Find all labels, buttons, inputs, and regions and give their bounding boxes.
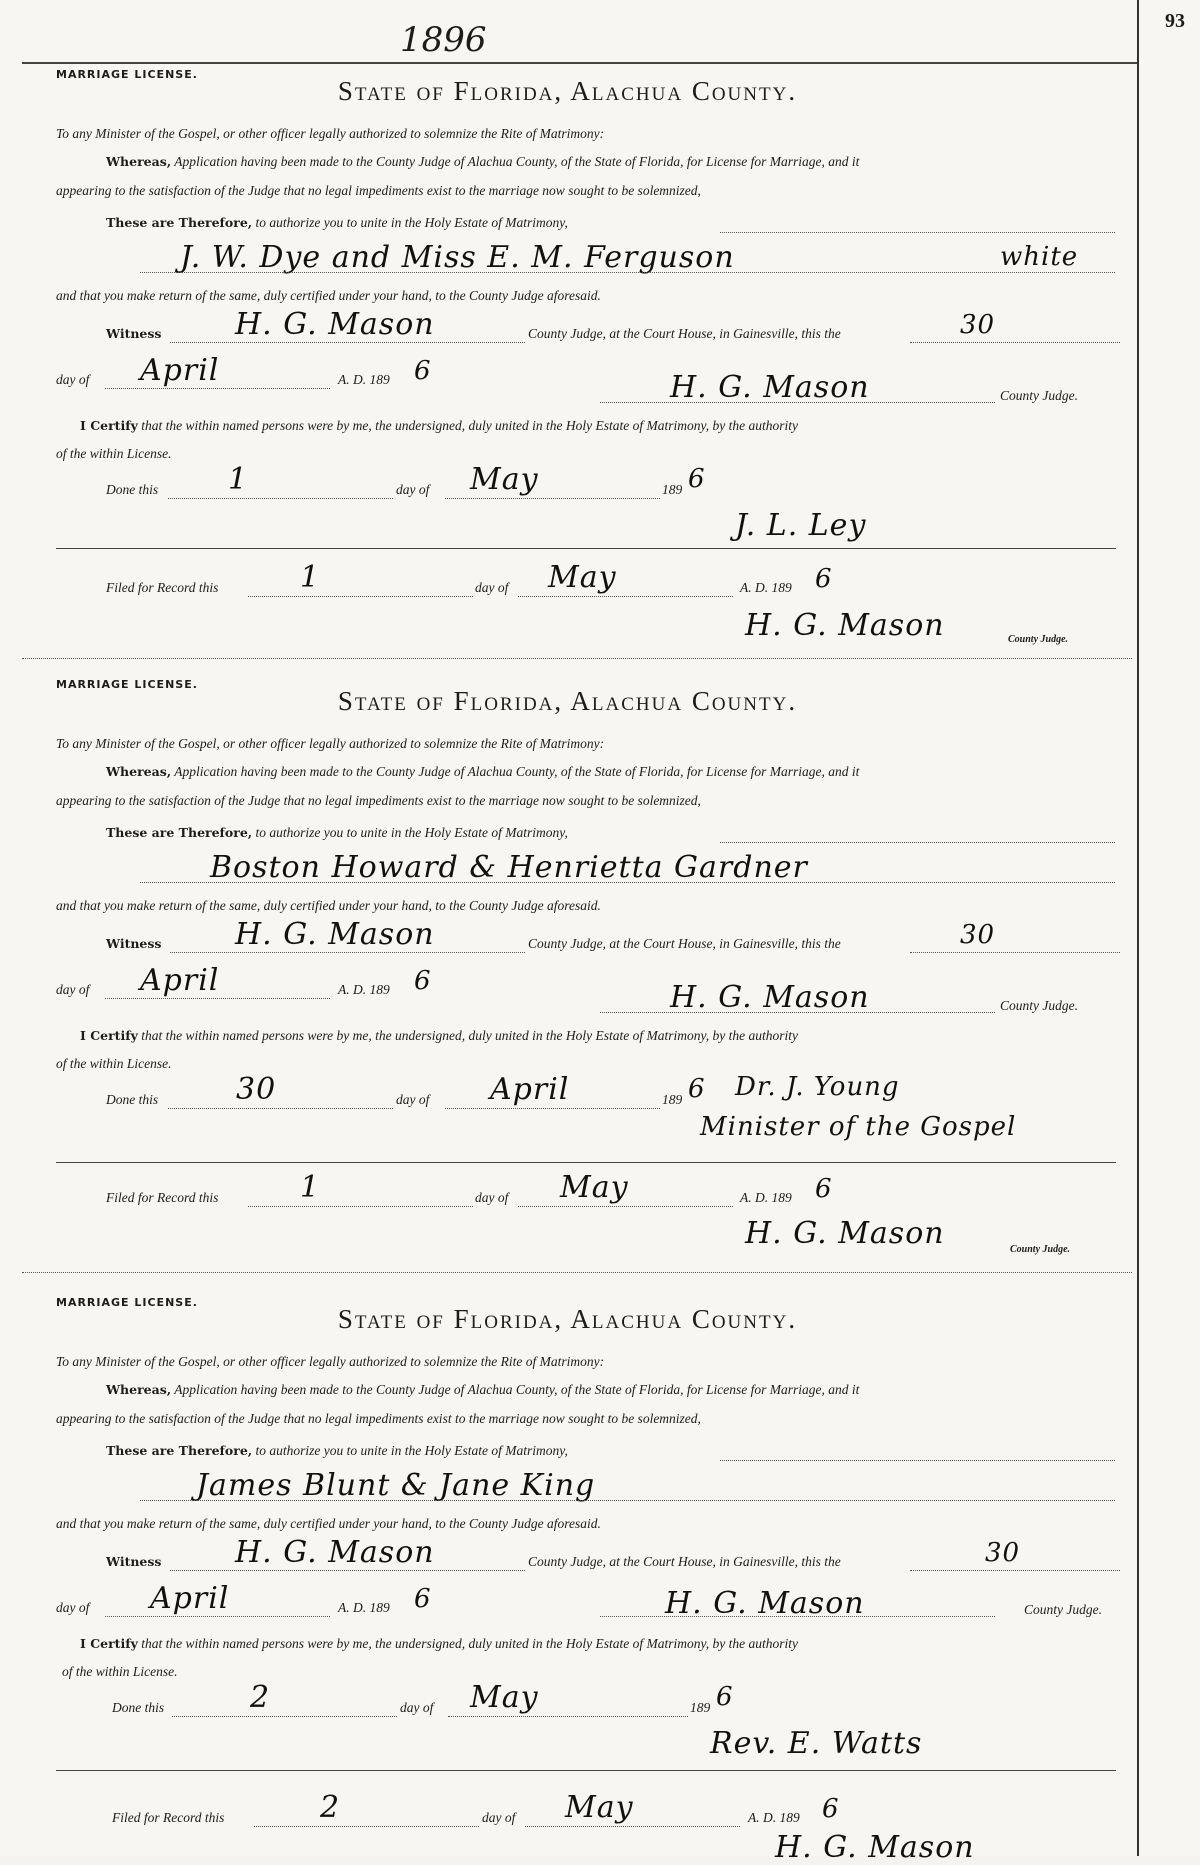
dotted-line [254, 1826, 479, 1827]
these-word: These are Therefore, [106, 215, 253, 230]
done-day: 30 [236, 1072, 277, 1107]
filed-day-of: day of [482, 1810, 516, 1825]
day-of-label: day of [56, 372, 90, 387]
these-text: to authorize you to unite in the Holy Estate of Matrimony, [255, 825, 568, 840]
officiant-signature: Dr. J. Young [735, 1072, 900, 1102]
to-line: To any Minister of the Gospel, or other officer legally authorized to solemnize the Rite of Matrimony: [56, 736, 605, 751]
filed-signature: H. G. Mason [745, 1216, 945, 1251]
day-number: 30 [985, 1538, 1021, 1568]
done-year-print: 189 [662, 1092, 683, 1107]
filed-label: Filed for Record this [112, 1810, 225, 1825]
certify-word: I Certify [80, 418, 138, 433]
witness-name: H. G. Mason [235, 1535, 435, 1570]
day-number: 30 [960, 920, 996, 950]
return-line: and that you make return of the same, duly certified under your hand, to the County Judge aforesaid. [56, 288, 601, 303]
county-judge-label: County Judge. [1000, 998, 1078, 1013]
witness-name: H. G. Mason [235, 307, 435, 342]
license-heading: State of Florida, Alachua County. [337, 1304, 798, 1334]
ad-label: A. D. 189 [338, 372, 390, 387]
filed-year-hand: 6 [822, 1794, 840, 1824]
license-heading: State of Florida, Alachua County. [337, 686, 798, 716]
certify-text: that the within named persons were by me, the undersigned, duly united in the Holy Estate of Matrimony, by the authority [141, 1028, 799, 1043]
judge-at-text: County Judge, at the Court House, in Gainesville, this the [528, 326, 841, 341]
dotted-line [910, 952, 1120, 953]
done-year-print: 189 [662, 482, 683, 497]
dotted-line [720, 1460, 1115, 1461]
witness-line [106, 1554, 161, 1570]
dotted-line [248, 1206, 473, 1207]
filed-month: May [565, 1790, 634, 1825]
block-divider [22, 1272, 1132, 1273]
filed-signature: H. G. Mason [745, 608, 945, 643]
filed-day-of: day of [475, 580, 509, 595]
county-judge-label: County Judge. [1024, 1602, 1102, 1617]
done-month: April [490, 1072, 570, 1107]
dotted-line [105, 1616, 330, 1617]
witness-line [106, 326, 161, 342]
judge-signature: H. G. Mason [670, 370, 870, 405]
appearing-line: appearing to the satisfaction of the Judge that no legal impediments exist to the marriage now sought to be solemnized, [56, 793, 701, 808]
dotted-line [168, 1108, 393, 1109]
couple-names: Boston Howard & Henrietta Gardner [210, 850, 808, 885]
names-note: white [1000, 242, 1079, 272]
filed-year-hand: 6 [815, 1174, 833, 1204]
dotted-line [518, 1206, 733, 1207]
dotted-line [600, 1012, 995, 1013]
ad-year: 6 [414, 966, 432, 996]
return-line: and that you make return of the same, duly certified under your hand, to the County Judge aforesaid. [56, 1516, 601, 1531]
within-license: of the within License. [56, 1056, 172, 1071]
whereas-line [106, 1382, 859, 1398]
dotted-line [518, 596, 733, 597]
dotted-line [600, 402, 995, 403]
filed-ad-label: A. D. 189 [740, 1190, 792, 1205]
page-number: 93 [1165, 10, 1185, 32]
dotted-line [168, 498, 393, 499]
filed-year-hand: 6 [815, 564, 833, 594]
ad-year: 6 [414, 356, 432, 386]
done-month: May [470, 1680, 539, 1715]
witness-word: Witness [106, 936, 162, 951]
done-this-label: Done this [106, 482, 159, 497]
filed-day-of: day of [475, 1190, 509, 1205]
filed-ad-label: A. D. 189 [748, 1810, 800, 1825]
dotted-line [140, 272, 1115, 273]
dotted-line [170, 952, 525, 953]
month: April [140, 963, 220, 998]
witness-word: Witness [106, 1554, 162, 1569]
filed-ad-label: A. D. 189 [740, 580, 792, 595]
ad-label: A. D. 189 [338, 1600, 390, 1615]
filed-county-judge: County Judge. [1010, 1244, 1071, 1255]
filed-day: 2 [320, 1790, 341, 1825]
couple-names: J. W. Dye and Miss E. M. Ferguson [180, 240, 735, 275]
these-line [106, 215, 568, 231]
judge-signature: H. G. Mason [670, 980, 870, 1015]
license-label: MARRIAGE LICENSE. [56, 1296, 198, 1309]
separator-line [56, 1162, 1116, 1163]
whereas-line [106, 154, 859, 170]
filed-month: May [560, 1170, 629, 1205]
officiant-signature: J. L. Ley [735, 508, 867, 543]
certify-line [80, 1028, 798, 1044]
dotted-line [910, 342, 1120, 343]
dotted-line [600, 1616, 995, 1617]
license-heading: State of Florida, Alachua County. [337, 76, 798, 106]
these-text: to authorize you to unite in the Holy Estate of Matrimony, [255, 215, 568, 230]
right-margin-rule [1137, 0, 1139, 1856]
dotted-line [248, 596, 473, 597]
day-of-label: day of [56, 982, 90, 997]
certify-word: I Certify [80, 1636, 138, 1651]
whereas-text: Application having been made to the County Judge of Alachua County, of the State of Florida, for License for Marriage, and it [174, 154, 860, 169]
judge-at-text: County Judge, at the Court House, in Gainesville, this the [528, 1554, 841, 1569]
couple-names: James Blunt & Jane King [196, 1468, 596, 1503]
to-line: To any Minister of the Gospel, or other officer legally authorized to solemnize the Rite of Matrimony: [56, 1354, 605, 1369]
dotted-line [170, 342, 525, 343]
done-day-of: day of [396, 1092, 430, 1107]
within-license: of the within License. [62, 1664, 178, 1679]
filed-label: Filed for Record this [106, 1190, 219, 1205]
day-of-label: day of [56, 1600, 90, 1615]
whereas-line [106, 764, 859, 780]
dotted-line [105, 388, 330, 389]
filed-county-judge: County Judge. [1008, 634, 1069, 645]
dotted-line [170, 1570, 525, 1571]
year-note: 1896 [400, 20, 487, 60]
whereas-word: Whereas, [106, 764, 172, 779]
witness-name: H. G. Mason [235, 917, 435, 952]
done-day: 2 [250, 1680, 271, 1715]
done-this-label: Done this [106, 1092, 159, 1107]
dotted-line [525, 1826, 740, 1827]
officiant-signature: Rev. E. Watts [710, 1726, 923, 1761]
these-text: to authorize you to unite in the Holy Estate of Matrimony, [255, 1443, 568, 1458]
done-year-print: 189 [690, 1700, 711, 1715]
return-line: and that you make return of the same, duly certified under your hand, to the County Judge aforesaid. [56, 898, 601, 913]
county-judge-label: County Judge. [1000, 388, 1078, 403]
dotted-line [140, 882, 1115, 883]
done-day-of: day of [396, 482, 430, 497]
whereas-text: Application having been made to the County Judge of Alachua County, of the State of Florida, for License for Marriage, and it [174, 764, 860, 779]
dotted-line [105, 998, 330, 999]
top-rule [22, 62, 1139, 64]
appearing-line: appearing to the satisfaction of the Judge that no legal impediments exist to the marriage now sought to be solemnized, [56, 183, 701, 198]
done-year-hand: 6 [716, 1682, 734, 1712]
done-year-hand: 6 [688, 1074, 706, 1104]
dotted-line [910, 1570, 1120, 1571]
separator-line [56, 1770, 1116, 1771]
dotted-line [172, 1716, 397, 1717]
block-divider [22, 658, 1132, 659]
dotted-line [445, 1108, 660, 1109]
dotted-line [720, 232, 1115, 233]
done-day-of: day of [400, 1700, 434, 1715]
witness-line [106, 936, 161, 952]
month: April [140, 353, 220, 388]
filed-month: May [548, 560, 617, 595]
these-line [106, 825, 568, 841]
month: April [150, 1581, 230, 1616]
certify-text: that the within named persons were by me, the undersigned, duly united in the Holy Estate of Matrimony, by the authority [141, 418, 799, 433]
ad-year: 6 [414, 1584, 432, 1614]
dotted-line [448, 1716, 688, 1717]
whereas-word: Whereas, [106, 1382, 172, 1397]
filed-day: 1 [300, 1170, 321, 1205]
whereas-text: Application having been made to the County Judge of Alachua County, of the State of Florida, for License for Marriage, and it [174, 1382, 860, 1397]
filed-label: Filed for Record this [106, 580, 219, 595]
appearing-line: appearing to the satisfaction of the Judge that no legal impediments exist to the marriage now sought to be solemnized, [56, 1411, 701, 1426]
license-label: MARRIAGE LICENSE. [56, 68, 198, 81]
these-word: These are Therefore, [106, 825, 253, 840]
done-month: May [470, 462, 539, 497]
certify-text: that the within named persons were by me, the undersigned, duly united in the Holy Estate of Matrimony, by the authority [141, 1636, 799, 1651]
done-this-label: Done this [112, 1700, 165, 1715]
judge-at-text: County Judge, at the Court House, in Gainesville, this the [528, 936, 841, 951]
within-license: of the within License. [56, 446, 172, 461]
judge-signature: H. G. Mason [665, 1586, 865, 1621]
to-line: To any Minister of the Gospel, or other officer legally authorized to solemnize the Rite of Matrimony: [56, 126, 605, 141]
dotted-line [140, 1500, 1115, 1501]
certify-line [80, 418, 798, 434]
witness-word: Witness [106, 326, 162, 341]
dotted-line [720, 842, 1115, 843]
these-line [106, 1443, 568, 1459]
whereas-word: Whereas, [106, 154, 172, 169]
filed-day: 1 [300, 560, 321, 595]
done-day: 1 [228, 462, 249, 497]
filed-signature: H. G. Mason [775, 1830, 975, 1865]
certify-line [80, 1636, 798, 1652]
license-label: MARRIAGE LICENSE. [56, 678, 198, 691]
dotted-line [445, 498, 660, 499]
certify-word: I Certify [80, 1028, 138, 1043]
ad-label: A. D. 189 [338, 982, 390, 997]
day-number: 30 [960, 310, 996, 340]
officiant-title: Minister of the Gospel [700, 1112, 1017, 1142]
these-word: These are Therefore, [106, 1443, 253, 1458]
separator-line [56, 548, 1116, 549]
done-year-hand: 6 [688, 464, 706, 494]
